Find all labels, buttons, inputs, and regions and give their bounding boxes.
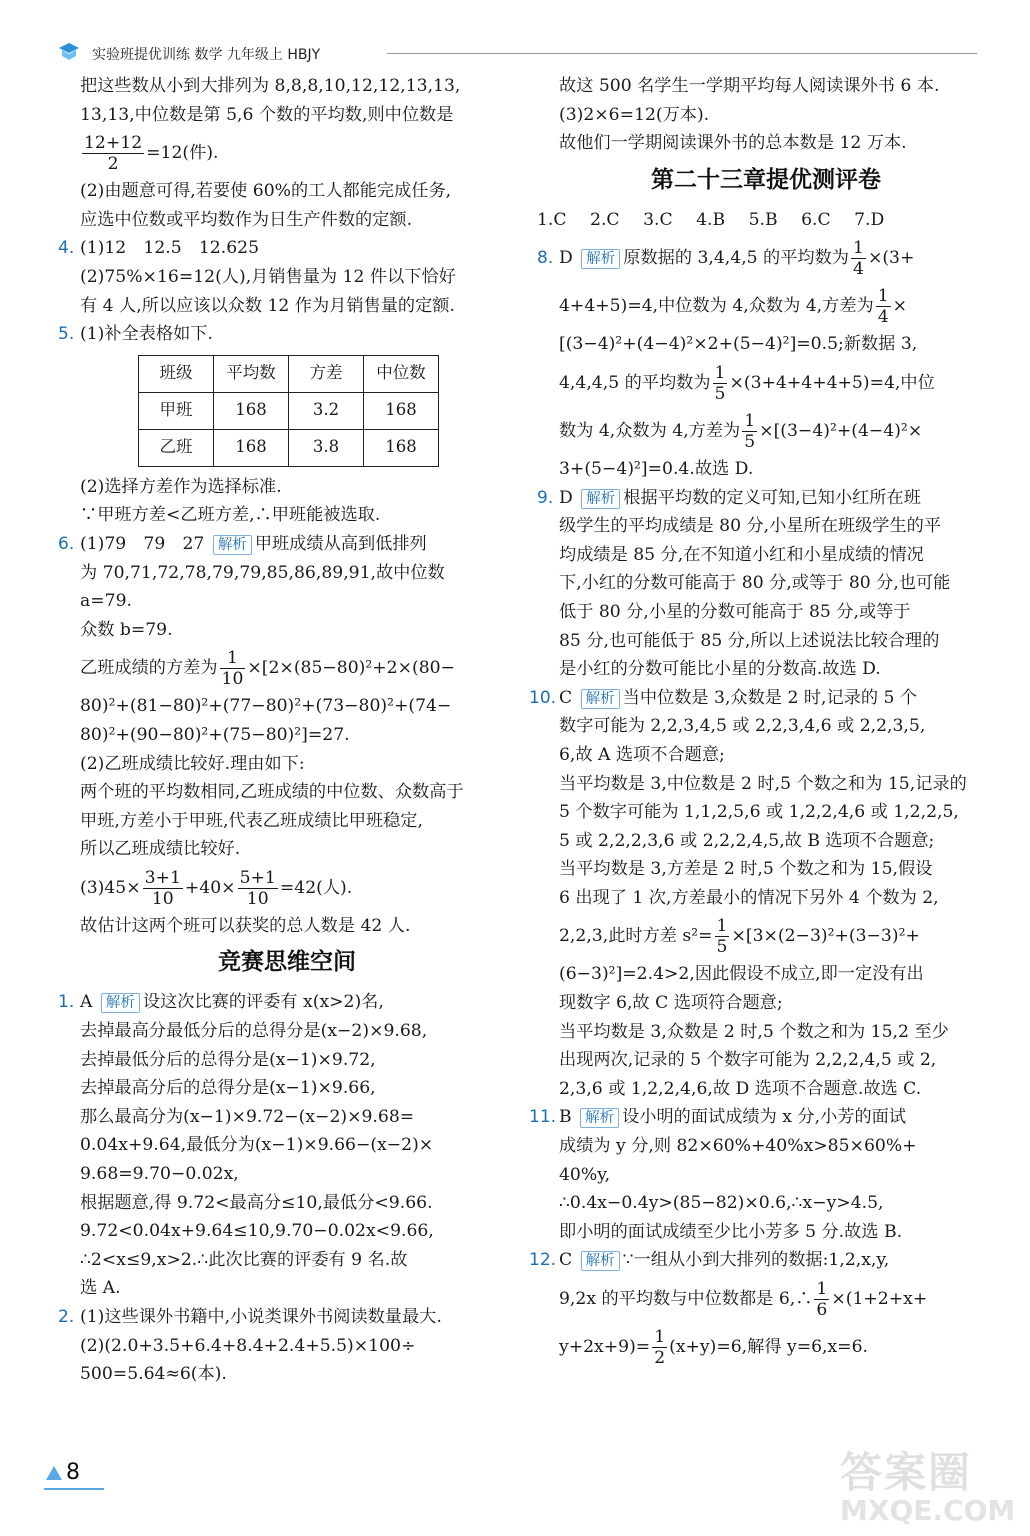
fraction: $\frac{1}{4}$: [853, 238, 864, 280]
table-header-cell: 平均数: [214, 355, 289, 392]
text-line: (2)(2.0+3.5+6.4+8.4+2.4+5.5)×100÷: [80, 1335, 416, 1356]
text-line: 85 分,也可能低于 85 分,所以上述说法比较合理的: [559, 630, 940, 651]
text-line: 3+(5−4)²]=0.4.故选 D.: [559, 458, 754, 479]
question-8: 8. D 解析 原数据的 3,4,4,5 的平均数为 $\frac{1}{4}$ ×(3+: [537, 234, 995, 282]
competition-2: 2. (1)这些课外书籍中,小说类课外书阅读数量最大.: [58, 1303, 516, 1332]
text-line: $\frac{12+12}{2}$ =12(件).: [84, 133, 219, 175]
analysis-tag: 解析: [581, 1251, 620, 1271]
text-line: 乙班成绩的方差为 $\frac{1}{10}$ ×[2×(85−80)²+2×(80−: [80, 648, 455, 690]
text-line: 去掉最高分后的总得分是(x−1)×9.66,: [80, 1078, 376, 1099]
text-line: [(3−4)²+(4−4)²×2+(5−4)²]=0.5;新数据 3,: [559, 334, 918, 355]
text-line: 6 出现了 1 次,方差最小的情况下另外 4 个数为 2,: [559, 887, 939, 908]
fraction: $\frac{1}{5}$: [716, 916, 728, 958]
text-line: 当平均数是 3,方差是 2 时,5 个数之和为 15,假设: [559, 859, 933, 880]
table-cell: 甲班: [139, 392, 214, 429]
text-line: 应选中位数或平均数作为日生产件数的定额.: [80, 209, 413, 230]
table-cell: 168: [214, 392, 289, 429]
text-line: 众数 b=79.: [80, 619, 173, 640]
text-line: 9,2x 的平均数与中位数都是 6,∴ $\frac{1}{6}$ ×(1+2+x+: [559, 1279, 928, 1320]
table-cell: 3.8: [289, 429, 364, 466]
left-column: [58, 72, 516, 1389]
text-line: (2)乙班成绩比较好.理由如下:: [80, 753, 305, 774]
question-number: 10.: [529, 687, 557, 708]
question-11: 11. B 解析 设小明的面试成绩为 x 分,小芳的面试: [537, 1103, 995, 1132]
text-line: 9.72<0.04x+9.64≤10,9.70−0.02x<9.66,: [80, 1221, 434, 1242]
text-line: (3)45× $\frac{3+1}{10}$ +40× $\frac{5+1}{10}$ =42(人).: [80, 867, 353, 909]
text-line: a=79.: [80, 591, 132, 612]
question-6: 6. (1)79 79 27 解析 甲班成绩从高到低排列: [58, 530, 516, 559]
fraction: $\frac{1}{6}$: [816, 1279, 828, 1320]
question-4: 4. (1)12 12.5 12.625: [58, 234, 516, 263]
answer-list: [537, 206, 995, 235]
text-line: y+2x+9)= $\frac{1}{2}$ (x+y)=6,解得 y=6,x=6.: [559, 1327, 868, 1368]
fraction: $\frac{3+1}{10}$: [144, 867, 181, 909]
fraction: $\frac{1}{4}$: [877, 286, 889, 328]
text-line: 两个班的平均数相同,乙班成绩的中位数、众数高于: [80, 782, 464, 803]
fraction: $\frac{1}{10}$: [221, 648, 244, 690]
section-title: 竞赛思维空间: [218, 949, 356, 976]
text-line: 有 4 人,所以应该以众数 12 作为月销售量的定额.: [80, 295, 455, 316]
text-line: 5 或 2,2,2,3,6 或 2,2,2,4,5,故 B 选项不合题意;: [559, 830, 935, 851]
section-title: 第二十三章提优测评卷: [651, 166, 881, 193]
watermark: [840, 1440, 1020, 1530]
question-number: 1.: [58, 992, 75, 1013]
text-line: (2)75%×16=12(人),月销售量为 12 件以下恰好: [80, 266, 456, 287]
analysis-tag: 解析: [581, 249, 620, 269]
text-line: 500=5.64≈6(本).: [80, 1364, 227, 1385]
table-row: [139, 392, 439, 429]
question-number: 11.: [529, 1107, 557, 1128]
text-line: 数字可能为 2,2,3,4,5 或 2,2,3,4,6 或 2,2,3,5,: [559, 716, 926, 737]
text-line: 故这 500 名学生一学期平均每人阅读课外书 6 本.: [559, 76, 940, 96]
analysis-tag: 解析: [580, 1108, 619, 1128]
watermark-url: MXQE.COM: [840, 1494, 1016, 1527]
question-12: 12. C 解析 ∵一组从小到大排列的数据:1,2,x,y,: [537, 1246, 995, 1275]
answer-item: 7.D: [854, 209, 885, 230]
answer-item: 4.B: [696, 209, 726, 230]
text-line: (6−3)²]=2.4>2,因此假设不成立,即一定没有出: [559, 964, 924, 985]
text-line: 那么最高分为(x−1)×9.72−(x−2)×9.68=: [80, 1106, 415, 1127]
text-line: (2)选择方差作为选择标准.: [80, 476, 282, 497]
text-line: 选 A.: [80, 1278, 121, 1299]
text-line: 成绩为 y 分,则 82×60%+40%x>85×60%+: [559, 1136, 917, 1157]
text-line: 现数字 6,故 C 选项符合题意;: [559, 993, 783, 1014]
text-line: 故估计这两个班可以获奖的总人数是 42 人.: [80, 915, 411, 936]
text-line: 去掉最低分后的总得分是(x−1)×9.72,: [80, 1049, 376, 1070]
question-number: 9.: [537, 487, 554, 508]
question-number: 4.: [58, 238, 75, 259]
text-line: 甲班,方差小于甲班,代表乙班成绩比甲班稳定,: [80, 810, 423, 831]
fraction: $\frac{1}{5}$: [744, 410, 756, 452]
text-line: 把这些数从小到大排列为 8,8,8,10,12,12,13,13,: [80, 76, 461, 96]
book-title: 实验班提优训练 数学 九年级上 HBJY: [92, 47, 321, 63]
text-line: 2,3,6 或 1,2,2,4,6,故 D 选项不合题意.故选 C.: [559, 1078, 922, 1099]
text-line: 故他们一学期阅读课外书的总本数是 12 万本.: [559, 133, 907, 154]
text-line: 所以乙班成绩比较好.: [80, 839, 241, 860]
right-column: [529, 72, 995, 1371]
text-line: 2,2,3,此时方差 s²= $\frac{1}{5}$ ×[3×(2−3)²+(3−3)²+: [559, 916, 920, 958]
text-line: 当平均数是 3,众数是 2 时,5 个数之和为 15,2 至少: [559, 1021, 949, 1042]
text-line: ∴2<x≤9,x>2.∴此次比赛的评委有 9 名.故: [80, 1249, 408, 1270]
table-header-cell: 中位数: [364, 355, 439, 392]
fraction: $\frac{12+12}{2}$: [84, 133, 143, 175]
arrow-up-icon: [46, 1466, 62, 1480]
question-10: 10. C 解析 当中位数是 3,众数是 2 时,记录的 5 个: [537, 684, 995, 713]
table-header-row: [139, 355, 439, 392]
text-line: 0.04x+9.64,最低分为(x−1)×9.66−(x−2)×: [80, 1135, 434, 1156]
table-cell: 168: [364, 429, 439, 466]
text-line: 80)²+(90−80)²+(75−80)²]=27.: [80, 724, 350, 745]
table-row: [139, 429, 439, 466]
table-cell: 168: [364, 392, 439, 429]
text-line: 根据题意,得 9.72<最高分≤10,最低分<9.66.: [80, 1192, 433, 1213]
watermark-logo: 答案圈: [840, 1448, 973, 1497]
text-line: 13,13,中位数是第 5,6 个数的平均数,则中位数是: [80, 104, 454, 125]
answer-item: 3.C: [643, 209, 673, 230]
book-logo-icon: [58, 42, 80, 62]
competition-1: 1. A 解析 设这次比赛的评委有 x(x>2)名,: [58, 988, 516, 1017]
analysis-tag: 解析: [213, 535, 252, 555]
text-line: 5 个数字可能为 1,1,2,5,6 或 1,2,2,4,6 或 1,2,2,5,: [559, 802, 959, 823]
header-rule: [387, 53, 977, 54]
question-number: 2.: [58, 1307, 75, 1327]
question-number: 6.: [58, 533, 75, 554]
text-line: (2)由题意可得,若要使 60%的工人都能完成任务,: [80, 181, 452, 202]
text-line: 4,4,4,5 的平均数为 $\frac{1}{5}$ ×(3+4+4+4+5)=4,中位: [559, 362, 935, 404]
text-line: ∴0.4x−0.4y>(85−82)×0.6,∴x−y>4.5,: [559, 1193, 884, 1214]
text-line: 4+4+5)=4,中位数为 4,众数为 4,方差为 $\frac{1}{4}$ ×: [559, 286, 908, 328]
text-line: 级学生的平均成绩是 80 分,小星所在班级学生的平: [559, 516, 942, 537]
analysis-tag: 解析: [581, 489, 620, 509]
analysis-tag: 解析: [581, 689, 620, 709]
fraction: $\frac{1}{2}$: [654, 1327, 666, 1368]
analysis-tag: 解析: [101, 993, 140, 1013]
fraction: $\frac{1}{5}$: [714, 362, 726, 404]
text-line: 去掉最高分最低分后的总得分是(x−2)×9.68,: [80, 1021, 428, 1042]
question-9: 9. D 解析 根据平均数的定义可知,已知小红所在班: [537, 484, 995, 513]
text-line: 出现两次,记录的 5 个数字可能为 2,2,2,4,5 或 2,: [559, 1050, 937, 1071]
table-cell: 乙班: [139, 429, 214, 466]
table-header-cell: 班级: [139, 355, 214, 392]
answer-item: 2.C: [590, 209, 620, 230]
table-cell: 3.2: [289, 392, 364, 429]
text-line: 低于 80 分,小星的分数可能高于 85 分,或等于: [559, 601, 911, 622]
answer-item: 5.B: [748, 209, 778, 230]
score-table: [138, 355, 439, 467]
question-5: 5. (1)补全表格如下.: [58, 320, 516, 349]
question-number: 5.: [58, 324, 75, 345]
text-line: 80)²+(81−80)²+(77−80)²+(73−80)²+(74−: [80, 696, 452, 717]
text-line: 即小明的面试成绩至少比小芳多 5 分.故选 B.: [559, 1221, 903, 1242]
page-header: [52, 40, 977, 66]
text-line: 均成绩是 85 分,在不知道小红和小星成绩的情况: [559, 544, 924, 565]
table-header-cell: 方差: [289, 355, 364, 392]
text-line: 数为 4,众数为 4,方差为 $\frac{1}{5}$ ×[(3−4)²+(4−4)²×: [559, 410, 923, 452]
text-line: 下,小红的分数可能高于 80 分,或等于 80 分,也可能: [559, 573, 951, 594]
footer-rule: [44, 1488, 104, 1490]
text-line: ∵甲班方差<乙班方差,∴甲班能被选取.: [80, 505, 381, 526]
table-cell: 168: [214, 429, 289, 466]
answer-item: 6.C: [801, 209, 831, 230]
text-line: 9.68=9.70−0.02x,: [80, 1164, 239, 1185]
text-line: 40%y,: [559, 1164, 611, 1185]
question-number: 12.: [529, 1250, 557, 1271]
answer-item: 1.C: [537, 209, 567, 230]
text-line: 当平均数是 3,中位数是 2 时,5 个数之和为 15,记录的: [559, 773, 967, 794]
text-line: (3)2×6=12(万本).: [559, 104, 710, 125]
text-line: 6,故 A 选项不合题意;: [559, 744, 725, 765]
text-line: 为 70,71,72,78,79,79,85,86,89,91,故中位数: [80, 562, 445, 583]
page-number: 8: [66, 1460, 80, 1485]
question-number: 8.: [537, 248, 554, 269]
text-line: 是小红的分数可能比小星的分数高.故选 D.: [559, 659, 881, 680]
page-footer: [44, 1458, 104, 1498]
fraction: $\frac{5+1}{10}$: [239, 867, 276, 909]
